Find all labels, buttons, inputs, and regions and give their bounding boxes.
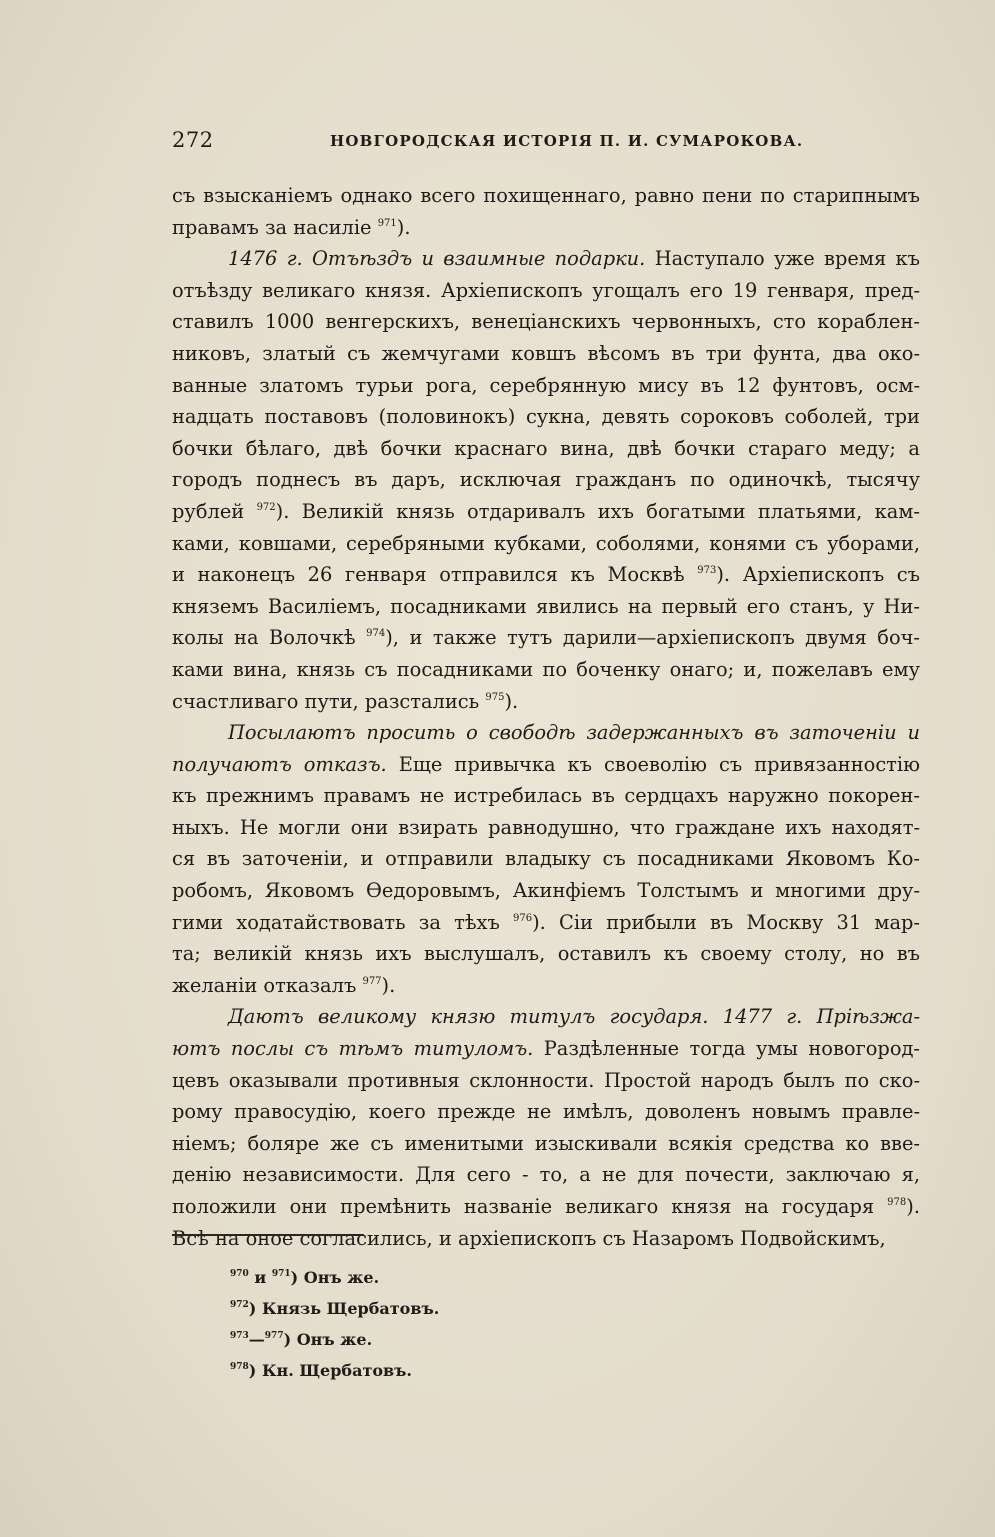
section-heading: ютъ послы съ тѣмъ титуломъ.	[172, 1037, 534, 1061]
text-line	[172, 654, 920, 686]
section-heading: Даютъ великому князю титулъ государя. 1477 г. Пріѣзжа-	[228, 1005, 920, 1029]
line-text: ніемъ; боляре же съ именитыми изыскивали всякія средства ко вве-	[172, 1131, 920, 1155]
line-text: съ взысканіемъ однако всего похищеннаго, равно пени по старипнымъ	[172, 184, 920, 207]
text-line	[172, 433, 920, 465]
text-line	[172, 180, 920, 212]
text-line	[172, 1191, 920, 1223]
line-text: бочки бѣлаго, двѣ бочки краснаго вина, двѣ бочки стараго меду; а	[172, 436, 920, 460]
footnote	[230, 1324, 630, 1355]
line-text: Раздѣленные тогда умы новогород-	[533, 1037, 920, 1061]
text-line	[172, 622, 920, 654]
line-text: ванные златомъ турьи рога, серебрянную мису въ 12 фунтовъ, осм-	[172, 373, 920, 397]
footnote-ref: 975	[485, 691, 505, 703]
text-line	[172, 843, 920, 875]
text-line	[172, 401, 920, 433]
page-header	[172, 128, 922, 158]
line-text: гими ходатайствовать за тѣхъ	[172, 910, 513, 934]
footnote-number: 971	[271, 1269, 291, 1279]
text-line	[172, 464, 920, 496]
line-text: ).	[396, 215, 411, 239]
footnote-text: ) Онъ же.	[290, 1268, 380, 1287]
line-text: робомъ, Яковомъ Ѳедоровымъ, Акинфіемъ Толстымъ и многими дру-	[172, 879, 920, 903]
line-text: ныхъ. Не могли они взирать равнодушно, что граждане ихъ находят-	[172, 815, 920, 839]
text-line	[172, 370, 920, 402]
footnote-number: 970	[230, 1269, 249, 1279]
line-text: Всѣ на оное согласились, и архіепископъ съ Назаромъ Подвойскимъ,	[172, 1226, 886, 1250]
text-line	[172, 338, 920, 370]
text-line	[172, 1001, 920, 1033]
line-text: ).	[381, 973, 396, 997]
text-line	[172, 780, 920, 812]
line-text: рублей	[172, 499, 257, 523]
line-text: правамъ за насиліе	[172, 215, 378, 239]
body-text	[172, 180, 920, 1254]
footnote-ref: 972	[256, 501, 276, 513]
footnote-text: ) Онъ же.	[283, 1330, 373, 1349]
footnote-ref: 976	[513, 912, 533, 924]
section-heading: Посылаютъ просить о свободѣ задержанныхъ въ заточеніи и	[228, 721, 920, 745]
footnote	[230, 1355, 630, 1386]
text-line	[172, 591, 920, 623]
text-line	[172, 686, 920, 718]
text-line	[172, 306, 920, 338]
line-text: ).	[504, 689, 519, 713]
line-text: ). Великій князь отдаривалъ ихъ богатыми платьями, кам-	[275, 499, 920, 523]
footnote-ref: 977	[362, 975, 382, 987]
line-text: денію независимости. Для сего - то, а не для почести, заключаю я,	[172, 1163, 920, 1187]
text-line	[172, 812, 920, 844]
line-text: Наступало уже время къ	[645, 247, 920, 271]
footnote-ref: 973	[697, 565, 717, 577]
text-line	[172, 1096, 920, 1128]
line-text: колы на Волочкѣ	[172, 626, 367, 650]
line-text: рому правосудію, коего прежде не имѣлъ, доволенъ новымъ правле-	[172, 1100, 920, 1124]
text-line	[172, 1223, 920, 1255]
text-line	[172, 970, 920, 1002]
line-text: къ прежнимъ правамъ не истребилась въ сердцахъ наружно покорен-	[172, 784, 920, 808]
footnote-number: 973	[230, 1331, 249, 1341]
line-text: отъѣзду великаго князя. Архіепископъ угощалъ его 19 генваря, пред-	[172, 278, 920, 302]
footnote-number: 978	[230, 1362, 249, 1372]
text-line	[172, 749, 920, 781]
line-text: ками вина, князь съ посадниками по боченку онаго; и, пожелавъ ему	[172, 657, 920, 681]
text-line	[172, 1065, 920, 1097]
footnote-rule	[172, 1234, 364, 1236]
footnote-number: 977	[264, 1331, 284, 1341]
line-text: ставилъ 1000 венгерскихъ, венеціанскихъ червонныхъ, сто кораблен-	[172, 310, 920, 334]
page-number: 272	[172, 128, 214, 152]
text-line	[172, 275, 920, 307]
footnotes	[230, 1262, 630, 1386]
text-line	[172, 243, 920, 275]
section-heading: получаютъ отказъ.	[172, 752, 387, 776]
running-title: НОВГОРОДСКАЯ ИСТОРІЯ П. И. СУМАРОКОВА.	[330, 132, 804, 150]
text-line	[172, 1159, 920, 1191]
text-line	[172, 907, 920, 939]
line-text: ).	[906, 1195, 920, 1218]
text-line	[172, 496, 920, 528]
line-text: желаніи отказалъ	[172, 973, 363, 997]
text-line	[172, 212, 920, 244]
line-text: та; великій князь ихъ выслушалъ, оставилъ къ своему столу, но въ	[172, 942, 920, 966]
line-text: ся въ заточеніи, и отправили владыку съ посадниками Яковомъ Ко-	[172, 847, 920, 871]
line-text: положили они премѣнить названіе великаго князя на государя	[172, 1195, 888, 1218]
footnote-joiner: —	[248, 1330, 265, 1349]
line-text: княземъ Василіемъ, посадниками явились на первый его станъ, у Ни-	[172, 594, 920, 618]
text-line	[172, 1033, 920, 1065]
text-line	[172, 1128, 920, 1160]
footnote	[230, 1293, 630, 1324]
footnote-number: 972	[230, 1300, 249, 1310]
text-line	[172, 938, 920, 970]
text-line	[172, 559, 920, 591]
text-line	[172, 875, 920, 907]
line-text: ). Архіепископъ съ	[716, 563, 920, 587]
line-text: городъ поднесъ въ даръ, исключая гражданъ по одиночкѣ, тысячу	[172, 468, 920, 492]
footnote-ref: 974	[366, 628, 386, 640]
text-line	[172, 528, 920, 560]
line-text: и наконецъ 26 генваря отправился къ Москвѣ	[172, 563, 698, 587]
footnote-text: ) Кн. Щербатовъ.	[248, 1361, 412, 1380]
line-text: цевъ оказывали противныя склонности. Простой народъ былъ по ско-	[172, 1068, 920, 1092]
line-text: Еще привычка къ своеволію съ привязанностію	[386, 752, 920, 776]
footnote-ref: 971	[377, 217, 397, 229]
footnote-joiner: и	[248, 1268, 272, 1287]
line-text: ), и также тутъ дарили—архіепископъ двумя боч-	[385, 626, 920, 650]
text-line	[172, 717, 920, 749]
line-text: надцать поставовъ (половинокъ) сукна, девять сороковъ соболей, три	[172, 405, 920, 429]
footnote-text: ) Князь Щербатовъ.	[248, 1299, 440, 1318]
footnote	[230, 1262, 630, 1293]
line-text: счастливаго пути, разстались	[172, 689, 486, 713]
line-text: ). Сіи прибыли въ Москву 31 мар-	[532, 910, 920, 934]
line-text: никовъ, златый съ жемчугами ковшъ вѣсомъ въ три фунта, два око-	[172, 341, 920, 365]
footnote-ref: 978	[887, 1197, 907, 1208]
line-text: ками, ковшами, серебряными кубками, соболями, конями съ уборами,	[172, 531, 920, 555]
section-heading: 1476 г. Отъѣздъ и взаимные подарки.	[228, 247, 646, 271]
